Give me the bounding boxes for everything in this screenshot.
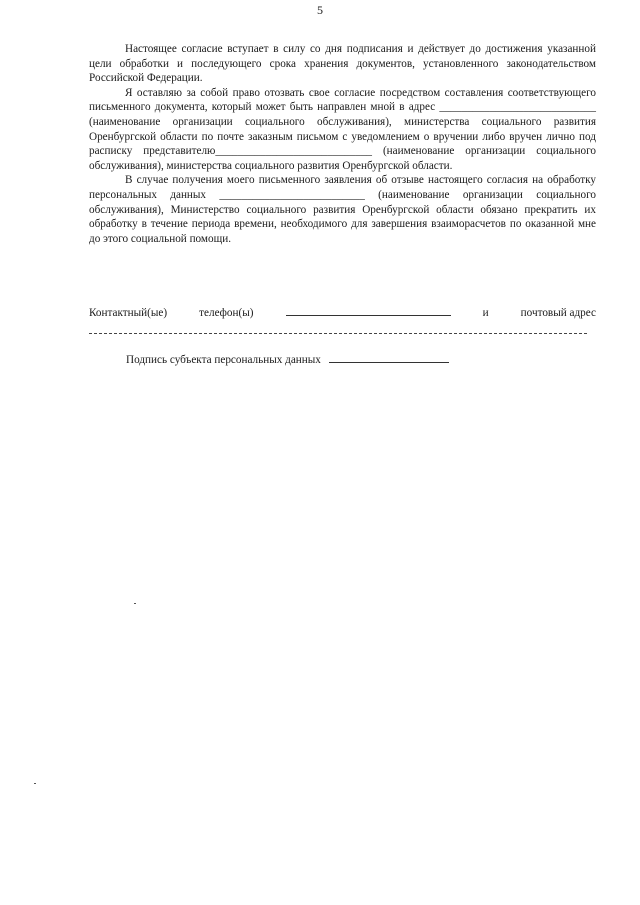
paragraph-revocation-effect: В случае получения моего письменного заявления об отзыве настоящего согласия на обработку персональных данных __________________________ (наименование организации социального обслуживания), Министерство социального развития Оренбургской области обязано прекратить их обработку в течение периода времени, необходимого для завершения взаиморасчетов по оказанной мне до этого социальной помощи. [89,174,596,245]
page-number: 5 [317,3,323,17]
paragraph-revocation-right: Я оставляю за собой право отозвать свое согласие посредством составления соответствующего письменного документа, который может быть направлен мной в адрес ____________________________ (наименование организации социального обслуживания), министерства социального развития Оренбургской области по почте заказным письмом с уведомлением о вручении либо вручен лично под расписку представителю____________________________ (наименование организации социального обслуживания), министерства социального развития Оренбургской области. [89,86,596,172]
address-label: почтовый адрес [520,307,596,319]
signature-label: Подпись субъекта персональных данных [126,354,321,366]
consent-text [89,42,596,246]
scan-speck [34,783,36,784]
address-blank-field[interactable] [89,333,587,334]
scan-speck [134,603,136,604]
phone-label-contact: Контактный(ые) [89,307,168,319]
contacts-section [89,305,596,334]
signature-section [126,352,449,366]
phone-label-phone: телефон(ы) [199,307,254,319]
phone-blank-field[interactable] [286,305,451,316]
contacts-line [89,305,596,319]
paragraph-validity: Настоящее согласие вступает в силу со дня подписания и действует до достижения указанной цели обработки и последующего срока хранения документов, установленного законодательством Российской Федерации. [89,43,596,85]
conjunction-and: и [482,307,489,319]
signature-blank-field[interactable] [329,352,449,363]
